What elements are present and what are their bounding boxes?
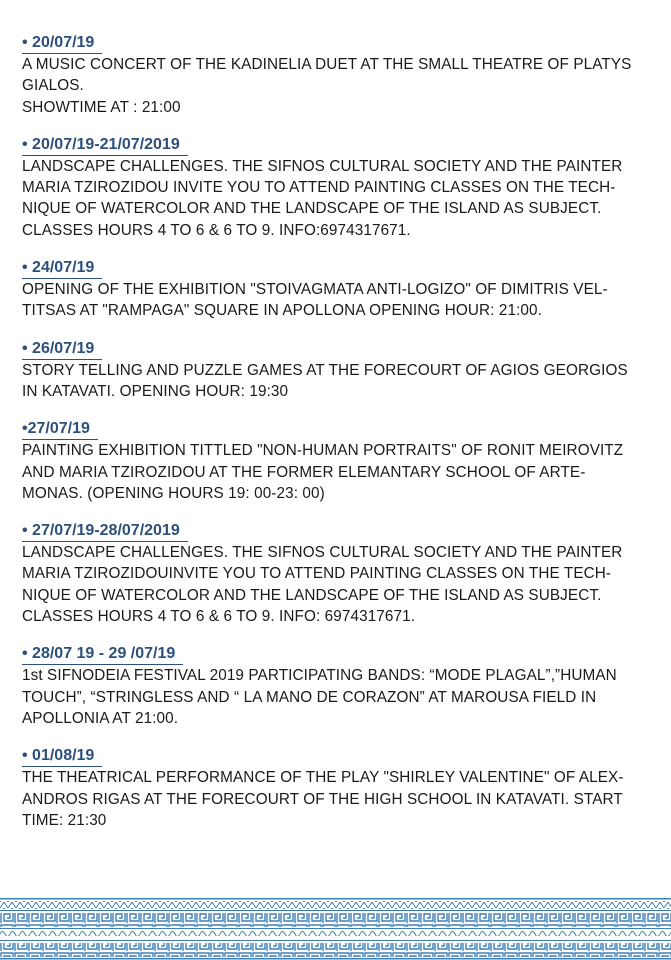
event-1 [22, 33, 662, 118]
event-4 [22, 339, 662, 403]
event-description: OPENING OF THE EXHIBITION "STOIVAGMATA ANTI-LOGIZO" OF DIMITRIS VEL- TITSAS AT "RAMPAGA" SQUARE IN APOLLONA OPENING HOUR: 21:00. [22, 281, 608, 320]
event-date: • 24/07/19 [22, 258, 102, 279]
event-6 [22, 521, 662, 627]
event-3 [22, 258, 662, 322]
event-date: • 20/07/19-21/07/2019 [22, 135, 188, 156]
event-description: LANDSCAPE CHALLENGES. THE SIFNOS CULTURAL SOCIETY AND THE PAINTER MARIA TZIROZIDOUINVITE YOU TO ATTEND PAINTING CLASSES ON THE TECH- NIQUE OF WATERCOLOR AND THE LANDSCAPE OF THE ISLAND AS SUBJECT. CLASSES HOURS 4 TO 6 & 6 TO 9. INFO: 6974317671. [22, 544, 623, 626]
event-description: 1st SIFNODEIA FESTIVAL 2019 PARTICIPATING BANDS: “MODE PLAGAL”,”HUMAN TOUCH”, “STRINGLESS AND “ LA MANO DE CORAZON” AT MAROUSA FIELD IN APOLLONIA AT 21:00. [22, 667, 617, 727]
event-description: LANDSCAPE CHALLENGES. THE SIFNOS CULTURAL SOCIETY AND THE PAINTER MARIA TZIROZIDOU INVITE YOU TO ATTEND PAINTING CLASSES ON THE TECH- NIQUE OF WATERCOLOR AND THE LANDSCAPE OF THE ISLAND AS SUBJECT. CLASSES HOURS 4 TO 6 & 6 TO 9. INFO:6974317671. [22, 157, 623, 239]
event-description: A MUSIC CONCERT OF THE KADINELIA DUET AT THE SMALL THEATRE OF PLATYS GIALOS. SHOWTIME AT : 21:00 [22, 56, 632, 116]
event-date: • 28/07 19 - 29 /07/19 [22, 644, 183, 665]
greek-key-border-icon [0, 896, 671, 960]
event-2 [22, 135, 662, 241]
event-description: PAINTING EXHIBITION TITTLED "NON-HUMAN PORTRAITS" OF RONIT MEIROVITZ AND MARIA TZIROZIDOU AT THE FORMER ELEMANTARY SCHOOL OF ARTE- MONAS. (OPENING HOURS 19: 00-23: 00) [22, 442, 624, 502]
event-5 [22, 419, 662, 504]
event-date: • 20/07/19 [22, 33, 102, 54]
event-description: STORY TELLING AND PUZZLE GAMES AT THE FORECOURT OF AGIOS GEORGIOS IN KATAVATI. OPENING HOUR: 19:30 [22, 361, 628, 400]
event-date: • 27/07/19-28/07/2019 [22, 521, 188, 542]
event-date: • 26/07/19 [22, 339, 102, 360]
event-list [22, 33, 662, 848]
event-7 [22, 644, 662, 729]
event-date: •27/07/19 [22, 419, 98, 440]
event-8 [22, 746, 662, 831]
event-description: THE THEATRICAL PERFORMANCE OF THE PLAY "SHIRLEY VALENTINE" OF ALEX- ANDROS RIGAS AT THE FORECOURT OF THE HIGH SCHOOL IN KATAVATI. START TIME: 21:30 [22, 769, 624, 829]
event-date: • 01/08/19 [22, 746, 102, 767]
